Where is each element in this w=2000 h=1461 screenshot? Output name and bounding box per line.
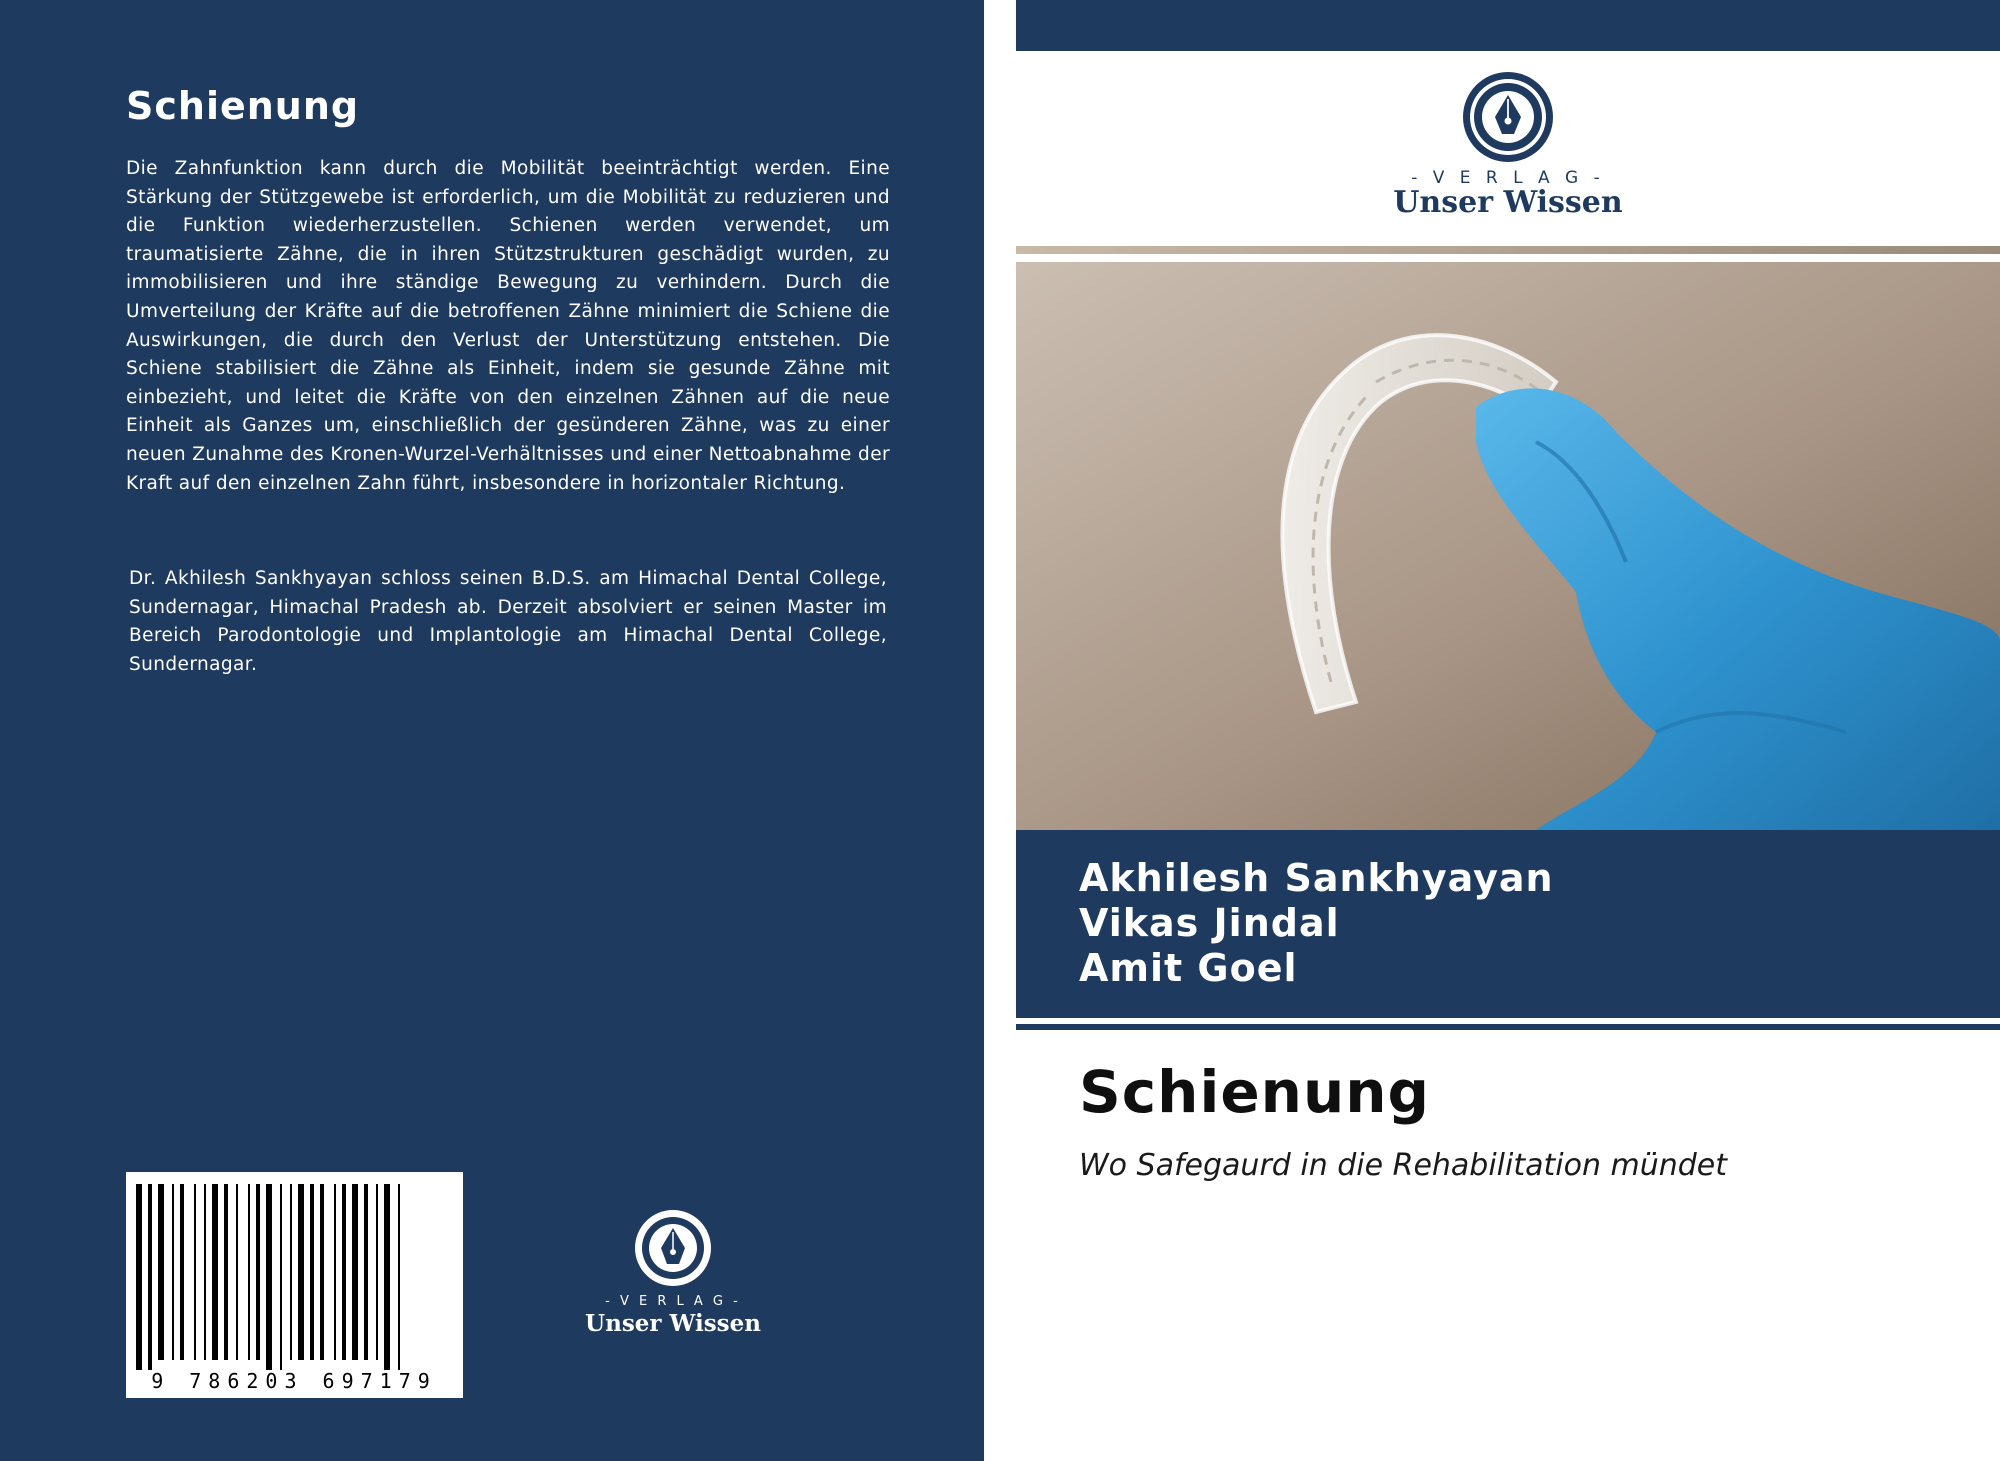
fountain-pen-nib-seal-icon	[633, 1208, 713, 1288]
barcode-digits: 9 786203 697179	[151, 1369, 437, 1393]
front-logo-name: Unser Wissen	[1393, 185, 1623, 220]
author-name: Vikas Jindal	[1079, 901, 1340, 945]
back-logo-verlag: - V E R L A G -	[605, 1294, 741, 1309]
back-logo-name: Unser Wissen	[585, 1310, 761, 1337]
front-publisher-logo	[1266, 70, 1750, 225]
isbn-barcode	[126, 1172, 463, 1398]
author-name: Akhilesh Sankhyayan	[1079, 856, 1554, 900]
back-publisher-logo	[560, 1208, 786, 1338]
decorative-stripe	[1016, 246, 2000, 254]
cover-photo-dental-splint	[1016, 262, 2000, 830]
spine	[984, 0, 1016, 1461]
author-name: Amit Goel	[1079, 946, 1298, 990]
divider-rule	[1016, 1024, 2000, 1030]
book-title: Schienung	[1079, 1058, 1431, 1126]
front-logo-verlag: - V E R L A G -	[1411, 168, 1605, 188]
back-cover	[0, 0, 984, 1461]
back-cover-title: Schienung	[126, 84, 360, 128]
author-bio: Dr. Akhilesh Sankhyayan schloss seinen B.D.S. am Himachal Dental College, Sundernagar, Himachal Pradesh ab. Derzeit absolviert er seinen Master im Bereich Parodontologie und Implantologie am Himachal Dental College, Sundernagar.	[129, 568, 887, 675]
book-subtitle: Wo Safegaurd in die Rehabilitation mündet	[1079, 1148, 1728, 1183]
back-cover-blurb: Die Zahnfunktion kann durch die Mobilität beeinträchtigt werden. Eine Stärkung der Stützgewebe ist erforderlich, um die Mobilität zu reduzieren und die Funktion wiederherzustellen. Schienen werden verwendet, um traumatisierte Zähne, die in ihren Stützstrukturen geschädigt wurden, zu immobilisieren und ihre ständige Bewegung zu verhindern. Durch die Umverteilung der Kräfte auf die betroffenen Zähne minimiert die Schiene die Auswirkungen, die durch den Verlust der Unterstützung entstehen. Die Schiene stabilisiert die Zähne als Einheit, indem sie gesunde Zähne mit einbezieht, und leitet die Kräfte von den einzelnen Zähnen auf die neue Einheit als Ganzes um, einschließlich der gesünderen Zähne, was zu einer neuen Zunahme des Kronen-Wurzel-Verhältnisses und einer Nettoabnahme der Kraft auf den einzelnen Zahn führt, insbesondere in horizontaler Richtung.	[126, 158, 890, 494]
front-top-bar	[1016, 0, 2000, 51]
authors-band	[1016, 830, 2000, 1018]
front-cover	[1016, 0, 2000, 1461]
fountain-pen-nib-seal-icon	[1461, 70, 1555, 164]
